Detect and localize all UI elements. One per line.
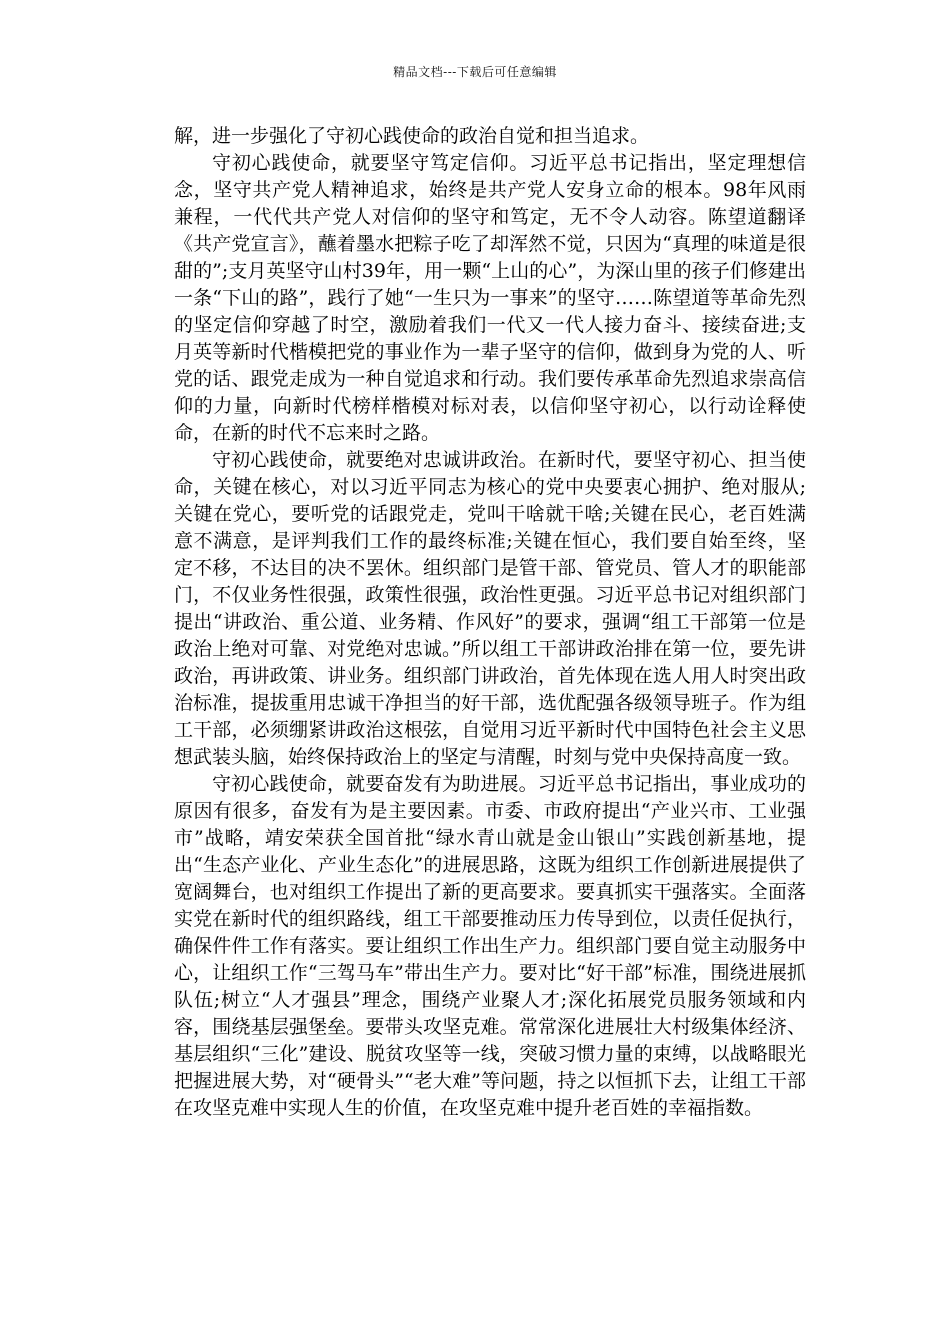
paragraph-development: 守初心践使命，就要奋发有为助进展。习近平总书记指出，事业成功的原因有很多，奋发有为是主要因素。市委、市政府提出“产业兴市、工业强市”战略，靖安荣获全国首批“绿水青山就是金山银山”实践创新基地，提出“生态产业化、产业生态化”的进展思路，这既为组织工作创新进展提供了宽阔舞台，也对组织工作提出了新的更高要求。要真抓实干强落实。全面落实党在新时代的组织路线，组工干部要推动压力传导到位，以责任促执行，确保件件工作有落实。要让组织工作出生产力。组织部门要自觉主动服务中心，让组织工作“三驾马车”带出生产力。要对比“好干部”标准，围绕进展抓队伍;树立“人才强县”理念，围绕产业聚人才;深化拓展党员服务领域和内容，围绕基层强堡垒。要带头攻坚克难。常常深化进展壮大村级集体经济、基层组织“三化”建设、脱贫攻坚等一线，突破习惯力量的束缚，以战略眼光把握进展大势，对“硬骨头”“老大难”等问题，持之以恒抓下去，让组工干部在攻坚克难中实现人生的价值，在攻坚克难中提升老百姓的幸福指数。 [174, 773, 806, 1119]
paragraph-faith: 守初心践使命，就要坚守笃定信仰。习近平总书记指出，坚定理想信念，坚守共产党人精神追求，始终是共产党人安身立命的根本。98年风雨兼程，一代代共产党人对信仰的坚守和笃定，无不令人动容。陈望道翻译《共产党宣言》，蘸着墨水把粽子吃了却浑然不觉，只因为“真理的味道是很甜的”;支月英坚守山村39年，用一颗“上山的心”，为深山里的孩子们修建出一条“下山的路”，践行了她“一生只为一事来”的坚守……陈望道等革命先烈的坚定信仰穿越了时空，激励着我们一代又一代人接力奋斗、接续奋进;支月英等新时代楷模把党的事业作为一辈子坚守的信仰，做到身为党的人、听党的话、跟党走成为一种自觉追求和行动。我们要传承革命先烈追求崇高信仰的力量，向新时代榜样楷模对标对表，以信仰坚守初心，以行动诠释使命，在新的时代不忘来时之路。 [174, 152, 806, 444]
paragraph-loyalty: 守初心践使命，就要绝对忠诚讲政治。在新时代，要坚守初心、担当使命，关键在核心，对以习近平同志为核心的党中央要衷心拥护、绝对服从;关键在党心，要听党的话跟党走，党叫干啥就干啥;关键在民心，老百姓满意不满意，是评判我们工作的最终标准;关键在恒心，我们要自始至终，坚定不移，不达目的决不罢休。组织部门是管干部、管党员、管人才的职能部门，不仅业务性很强，政策性很强，政治性更强。习近平总书记对组织部门提出“讲政治、重公道、业务精、作风好”的要求，强调“组工干部第一位是政治上绝对可靠、对党绝对忠诚。”所以组工干部讲政治排在第一位，要先讲政治，再讲政策、讲业务。组织部门讲政治，首先体现在选人用人时突出政治标准，提拔重用忠诚干净担当的好干部，选优配强各级领导班子。作为组工干部，必须绷紧讲政治这根弦，自觉用习近平新时代中国特色社会主义思想武装头脑，始终保持政治上的坚定与清醒，时刻与党中央保持高度一致。 [174, 449, 806, 768]
body-text [174, 123, 806, 1122]
page-header: 精品文档---下载后可任意编辑 [393, 65, 557, 79]
paragraph-continuation: 解，进一步强化了守初心践使命的政治自觉和担当追求。 [174, 125, 650, 147]
